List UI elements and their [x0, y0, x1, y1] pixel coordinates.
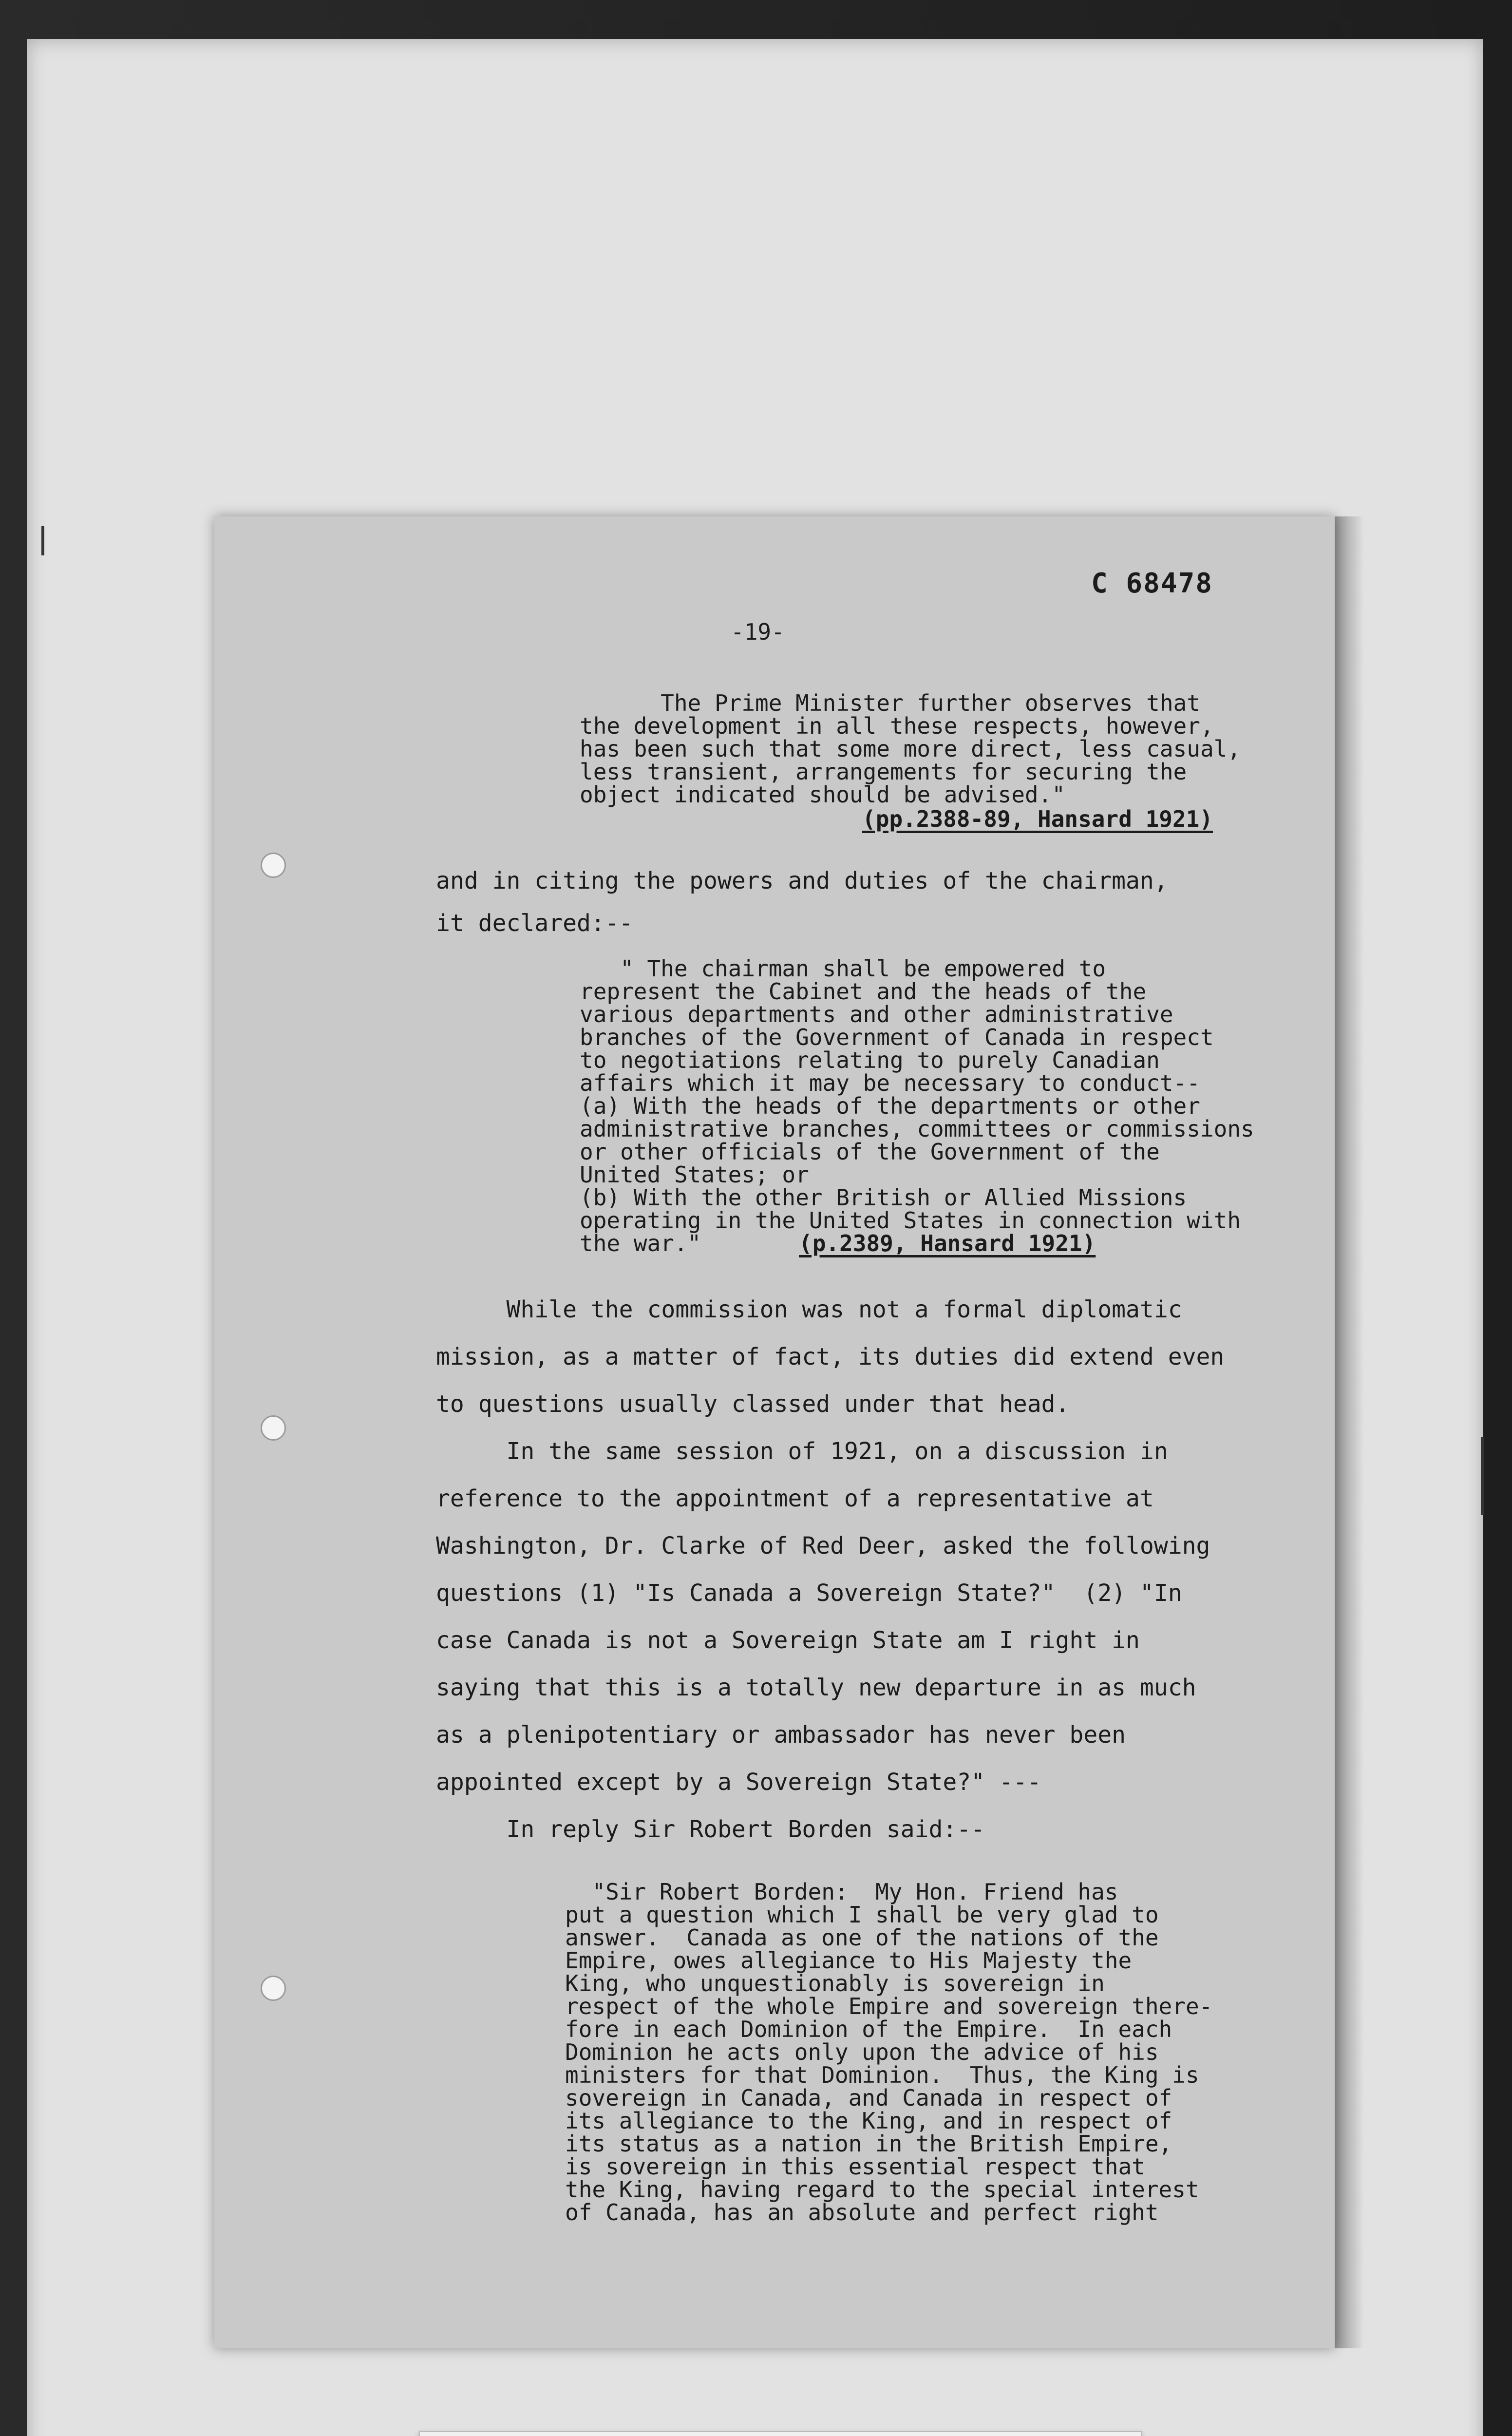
body-line: appointed except by a Sovereign State?" --- — [436, 1769, 1041, 1796]
quote-line: ministers for that Dominion. Thus, the King is — [565, 2062, 1199, 2088]
quote-line: various departments and other administrative — [580, 1001, 1173, 1028]
quote-line: Empire, owes allegiance to His Majesty the — [565, 1947, 1132, 1974]
punch-hole — [261, 1415, 286, 1441]
quote-line: the development in all these respects, however, — [580, 713, 1214, 739]
body-line: In the same session of 1921, on a discussion in — [436, 1438, 1168, 1465]
body-line: questions (1) "Is Canada a Sovereign State?" (2) "In — [436, 1580, 1182, 1607]
page-number: -19- — [731, 619, 785, 645]
punch-hole — [261, 1976, 286, 2001]
quote-line: the King, having regard to the special interest — [565, 2176, 1199, 2203]
body-line: case Canada is not a Sovereign State am I right in — [436, 1627, 1140, 1654]
typed-page — [214, 516, 1335, 2348]
quote-line: United States; or — [580, 1161, 809, 1188]
quote-line: answer. Canada as one of the nations of the — [565, 1924, 1159, 1951]
quote-line: The Prime Minister further observes that — [580, 690, 1200, 716]
quote-line: to negotiations relating to purely Canadian — [580, 1047, 1160, 1073]
body-line: Washington, Dr. Clarke of Red Deer, asked the following — [436, 1532, 1210, 1560]
quote-line: respect of the whole Empire and sovereign there- — [565, 1993, 1213, 2019]
film-edge-mark — [1481, 1437, 1484, 1515]
page-shadow — [1335, 516, 1364, 2348]
body-line: In reply Sir Robert Borden said:-- — [436, 1816, 985, 1843]
body-line: saying that this is a totally new departure in as much — [436, 1674, 1196, 1701]
quote-line: (b) With the other British or Allied Missions — [580, 1184, 1187, 1211]
quote-line: or other officials of the Government of the — [580, 1139, 1160, 1165]
quote-line: operating in the United States in connection with — [580, 1207, 1241, 1234]
quote-line: of Canada, has an absolute and perfect right — [565, 2199, 1159, 2226]
body-line: as a plenipotentiary or ambassador has never been — [436, 1721, 1126, 1749]
collection-label — [419, 2431, 1142, 2436]
hansard-citation: (p.2389, Hansard 1921) — [799, 1230, 1096, 1256]
body-line: it declared:-- — [436, 910, 633, 937]
quote-line: affairs which it may be necessary to conduct-- — [580, 1070, 1200, 1096]
quote-line: has been such that some more direct, less casual, — [580, 736, 1241, 762]
body-line: While the commission was not a formal diplomatic — [436, 1296, 1182, 1323]
hansard-citation: (pp.2388-89, Hansard 1921) — [862, 806, 1213, 832]
quote-line: its allegiance to the King, and in respect of — [565, 2108, 1172, 2134]
quote-line: King, who unquestionably is sovereign in — [565, 1970, 1105, 1997]
quote-line: " The chairman shall be empowered to — [580, 955, 1106, 982]
body-line: and in citing the powers and duties of the chairman, — [436, 867, 1168, 894]
quote-line: represent the Cabinet and the heads of the — [580, 978, 1147, 1005]
quote-line: "Sir Robert Borden: My Hon. Friend has — [565, 1879, 1118, 1905]
quote-line: its status as a nation in the British Empire, — [565, 2131, 1172, 2157]
quote-line: Dominion he acts only upon the advice of his — [565, 2039, 1159, 2065]
quote-line: (a) With the heads of the departments or other — [580, 1093, 1200, 1119]
quote-line: branches of the Government of Canada in respect — [580, 1024, 1214, 1050]
quote-line: object indicated should be advised." — [580, 781, 1065, 808]
quote-line: less transient, arrangements for securing the — [580, 759, 1187, 785]
body-line: to questions usually classed under that head. — [436, 1390, 1070, 1418]
body-line: reference to the appointment of a representative at — [436, 1485, 1154, 1512]
accession-stamp: C 68478 — [1091, 568, 1213, 599]
quote-line: the war." — [580, 1230, 701, 1256]
quote-line: sovereign in Canada, and Canada in respect of — [565, 2085, 1172, 2111]
quote-line: administrative branches, committees or commissions — [580, 1116, 1254, 1142]
body-line: mission, as a matter of fact, its duties did extend even — [436, 1343, 1225, 1370]
film-edge-mark — [41, 526, 44, 555]
quote-line: is sovereign in this essential respect that — [565, 2153, 1145, 2180]
quote-line: fore in each Dominion of the Empire. In each — [565, 2016, 1172, 2042]
punch-hole — [261, 853, 286, 878]
quote-line: put a question which I shall be very glad to — [565, 1902, 1159, 1928]
